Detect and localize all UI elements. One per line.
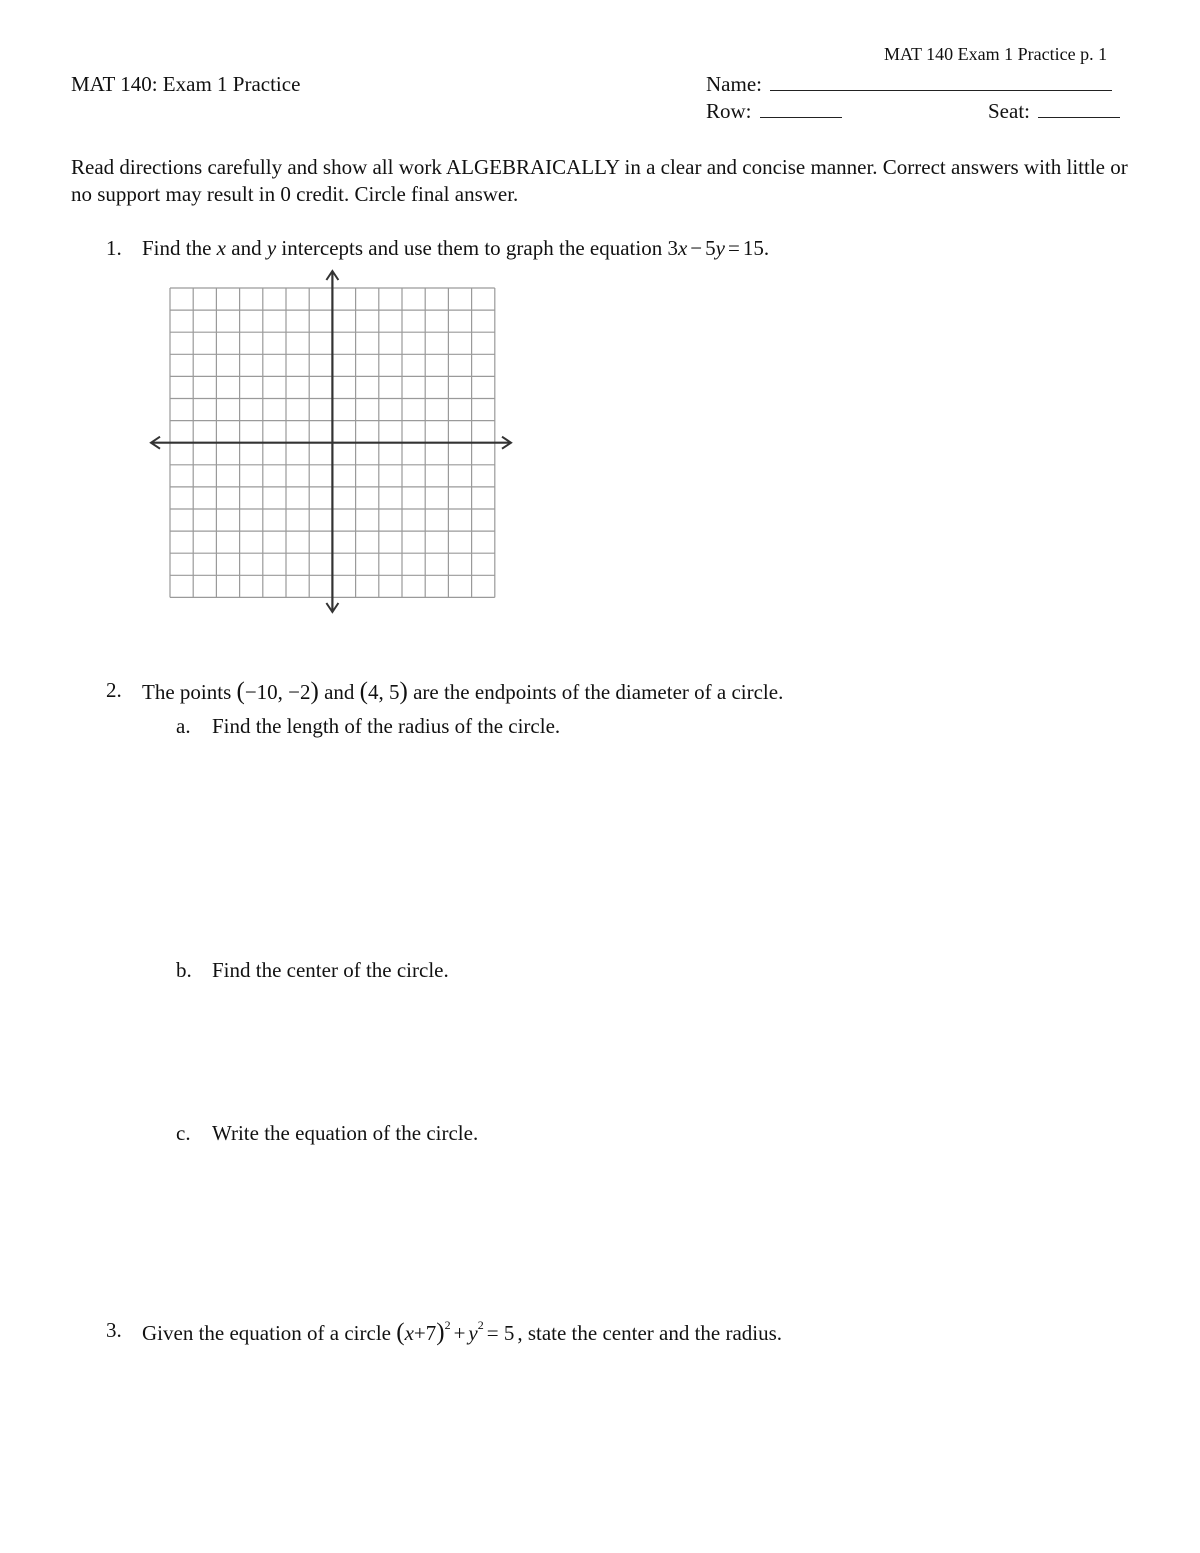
- q1-var-x: x: [216, 236, 226, 260]
- row-field: [706, 99, 842, 124]
- eq-op: −: [690, 236, 703, 260]
- question-1-text: [142, 236, 769, 261]
- q2-point1: −10, −2: [244, 680, 311, 704]
- seat-blank-line[interactable]: [1038, 101, 1120, 118]
- seat-label: Seat:: [988, 99, 1030, 123]
- q2-part-c-label: c.: [176, 1121, 191, 1145]
- q2-text-b: and: [318, 680, 360, 704]
- q3-exponent-2: 2: [477, 1318, 484, 1332]
- document-title: MAT 140: Exam 1 Practice: [71, 72, 301, 96]
- question-2-text: [142, 678, 783, 706]
- q3-var-y: y: [468, 1321, 478, 1345]
- q2-point1-close-paren: ): [310, 678, 319, 705]
- q3-text-a: Given the equation of a circle: [142, 1321, 397, 1345]
- eq-coef-1: 3: [667, 236, 678, 260]
- q3-close-paren: ): [436, 1319, 445, 1346]
- q2-point2-open-paren: (: [359, 678, 368, 705]
- q1-text-c: intercepts and use them to graph the equation: [276, 236, 668, 260]
- question-3-text: [142, 1318, 782, 1347]
- q2-part-b-text: Find the center of the circle.: [212, 958, 449, 982]
- name-blank-line[interactable]: [770, 74, 1112, 91]
- q2-part-a-label: a.: [176, 714, 191, 738]
- eq-rhs: 15: [742, 236, 764, 260]
- q2-part-a-text: Find the length of the radius of the circle.: [212, 714, 561, 738]
- q3-text-b: , state the center and the radius.: [517, 1321, 783, 1345]
- question-1-number: 1.: [106, 236, 122, 260]
- name-label: Name:: [706, 72, 762, 96]
- seat-field: [988, 99, 1120, 124]
- directions-paragraph: Read directions carefully and show all work ALGEBRAICALLY in a clear and concise manner. Correct answers with little or no support may result in 0 credit. Circle final answer.: [71, 155, 1128, 206]
- q2-point1-open-paren: (: [236, 678, 245, 705]
- q3-plus: +: [453, 1321, 466, 1345]
- page-header-label: MAT 140 Exam 1 Practice p. 1: [884, 44, 1108, 64]
- q3-rhs: = 5: [486, 1321, 515, 1345]
- q3-open-paren: (: [396, 1319, 405, 1346]
- q2-part-b-label: b.: [176, 958, 192, 982]
- eq-equals: =: [727, 236, 740, 260]
- q2-text-a: The points: [142, 680, 237, 704]
- q1-text-a: Find the: [142, 236, 217, 260]
- q3-exponent-1: 2: [444, 1318, 451, 1332]
- eq-var-1: x: [677, 236, 688, 260]
- name-field: [706, 72, 1112, 97]
- q3-plus-seven: +7: [413, 1321, 437, 1345]
- axes: [151, 271, 511, 612]
- eq-coef-2: 5: [705, 236, 716, 260]
- coordinate-grid[interactable]: [146, 268, 518, 616]
- q3-var-x: x: [404, 1321, 414, 1345]
- row-blank-line[interactable]: [760, 101, 842, 118]
- q1-text-b: and: [226, 236, 267, 260]
- q1-var-y: y: [266, 236, 277, 260]
- row-label: Row:: [706, 99, 752, 123]
- question-2-number: 2.: [106, 678, 122, 702]
- question-3-number: 3.: [106, 1318, 122, 1342]
- q2-point2-close-paren: ): [399, 678, 408, 705]
- eq-var-2: y: [715, 236, 725, 260]
- q2-point2: 4, 5: [368, 680, 400, 704]
- eq-period: .: [763, 236, 770, 260]
- q1-equation: [667, 236, 769, 260]
- q2-text-c: are the endpoints of the diameter of a circle.: [407, 680, 784, 704]
- q2-part-c-text: Write the equation of the circle.: [212, 1121, 479, 1145]
